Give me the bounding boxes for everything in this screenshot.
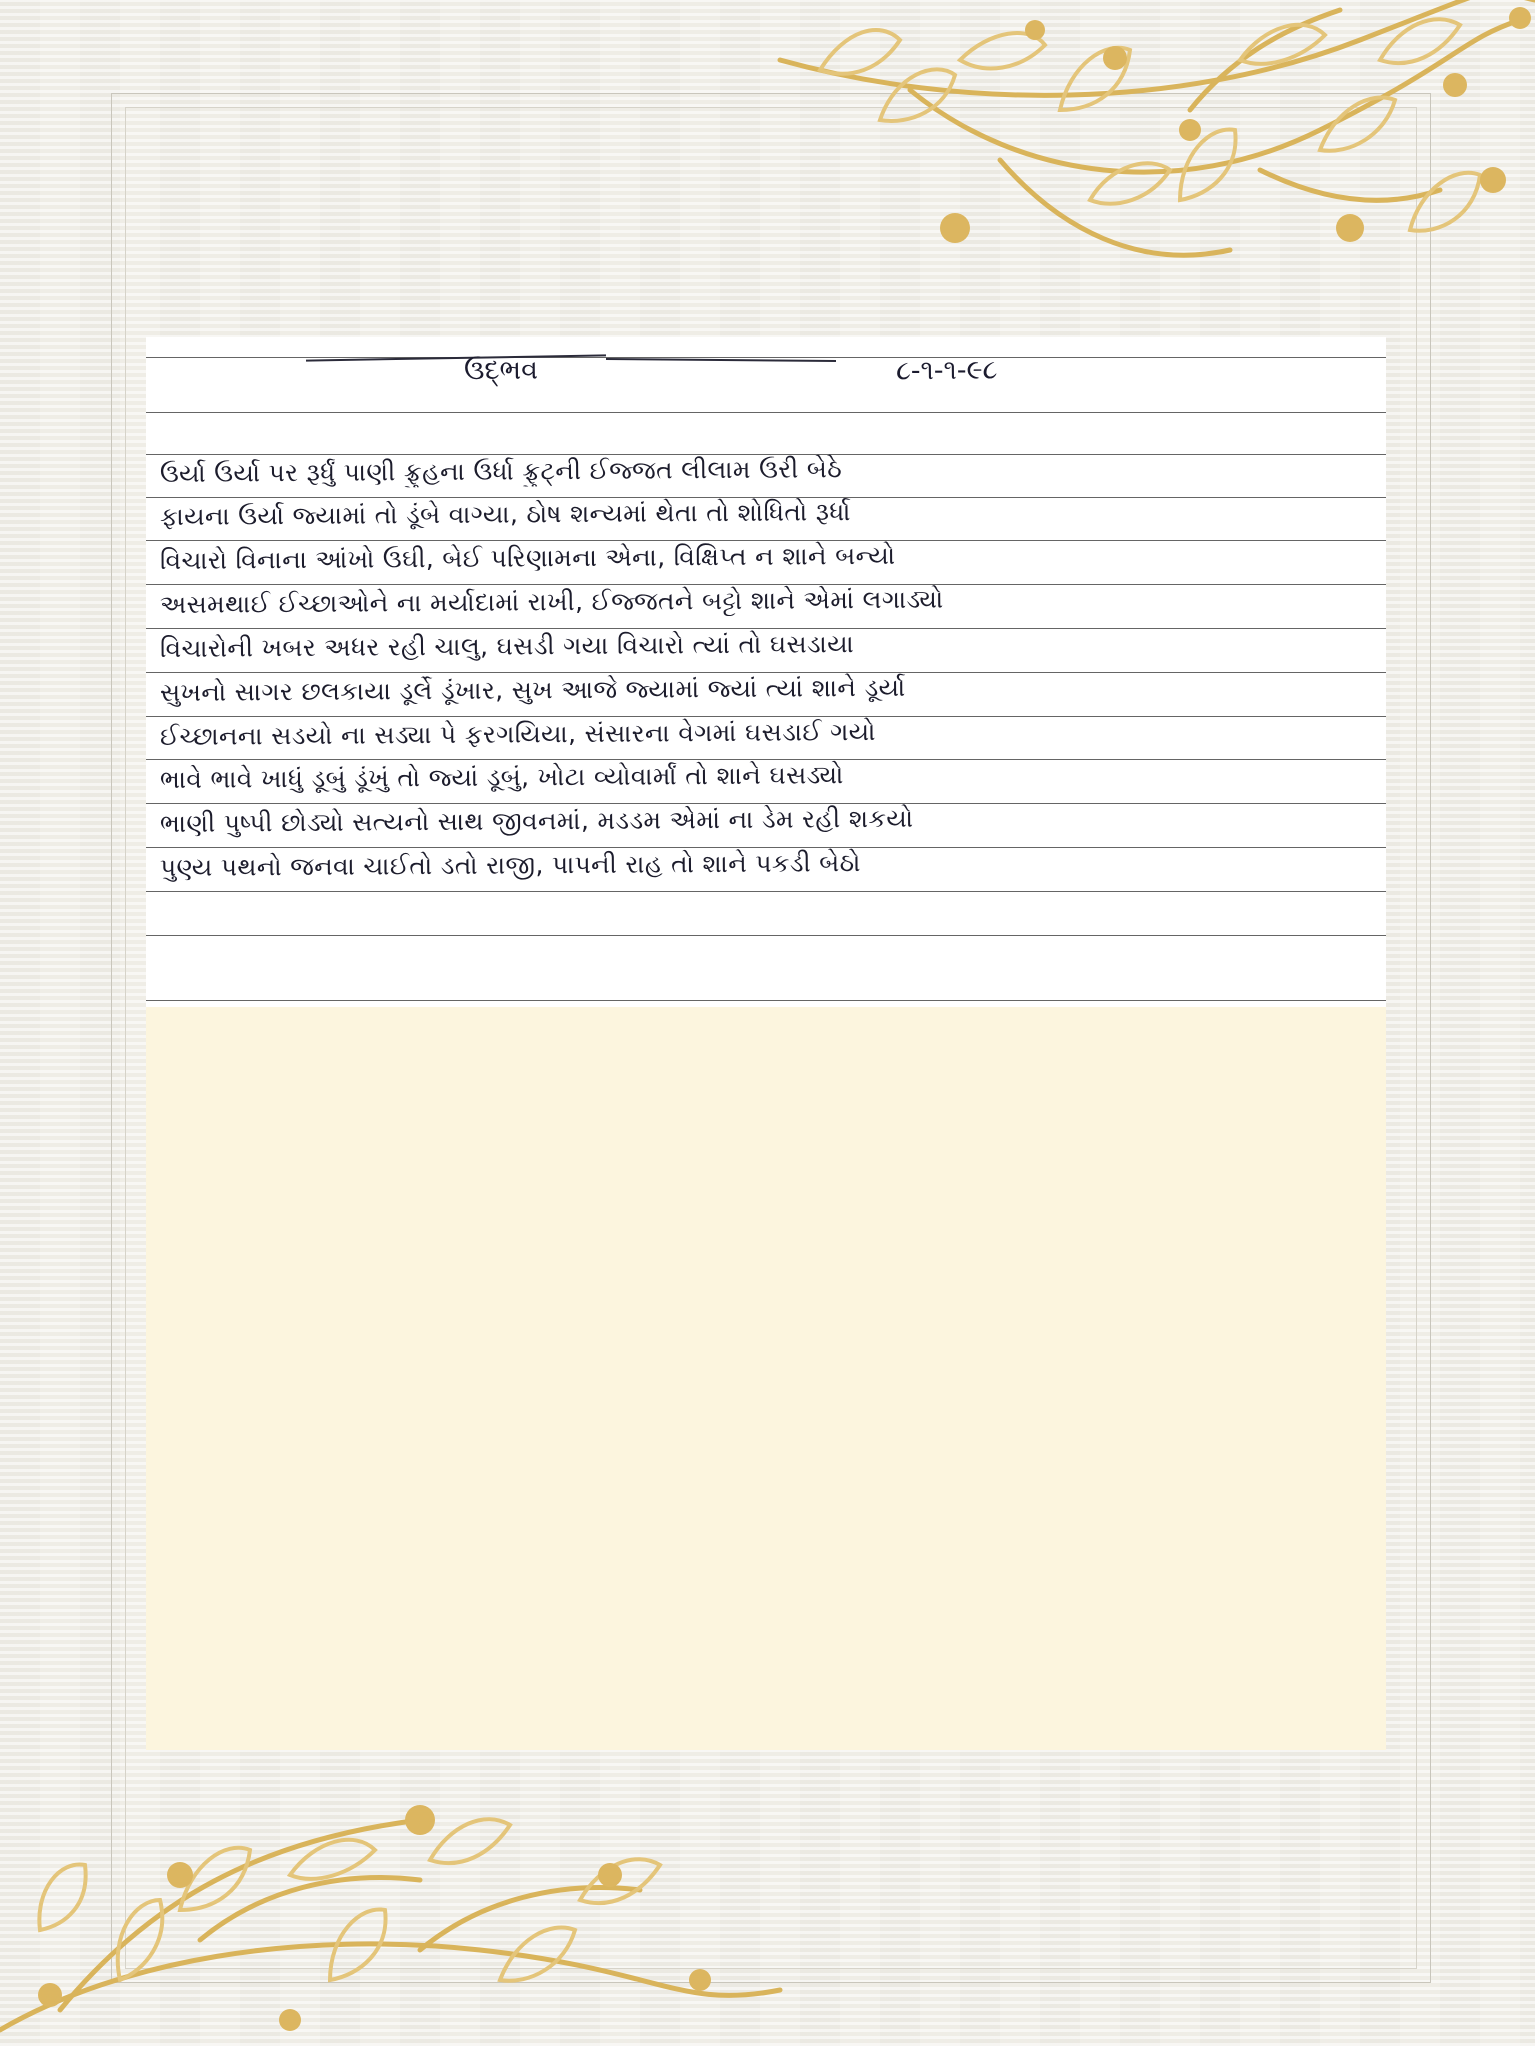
ruled-line [146,412,1386,413]
poem-line-3: વિચારો વિનાના આંખો ઉંઘી, બેઈ પરિણામના એના, વિક્ષિપ્ત ન શાને બન્યો [159,540,896,575]
header-title: ઉદ્ભવ [463,354,539,387]
ruled-line [146,357,1386,358]
poem-line-6: સુખનો સાગર છલકાયા ડૂર્લે ડૂંખાર, સુખ આજે જ્યામાં જ્યાં ત્યાં શાને ડૂર્યા [159,672,906,707]
poem-line-10: પુણ્ય પથનો જનવા ચાઈતો ડતો રાજી, પાપની રાહ તો શાને પકડી બેઠો [159,848,861,882]
poem-line-9: ભાણી પુષ્પી છોડ્યો સત્યનો સાથ જીવનમાં, મડડમ એમાં ના ડેમ રહી શકયો [159,803,914,838]
poem-line-7: ઈચ્છાનના સડયો ના સડ્યા પે ફરગયિયા, સંસારના વેગમાં ઘસડાઈ ગયો [159,717,876,751]
ruled-line [146,1000,1386,1001]
gold-floral-top-right [760,0,1535,300]
poem-line-8: ભાવે ભાવે ખાધું ડૂબું ડૂંખું તો જ્યાં ડૂબું, ખોટા વ્યોવાર્માં તો શાને ઘસડ્યો [159,760,844,794]
ruled-line [146,891,1386,892]
gold-floral-bottom-left [0,1780,780,2046]
poem-line-1: ઉર્યા ઉર્યા પર રૂર્ધું પાણી ફ્રુહના ઉર્ધા ફ્રુટ્ની ઈજ્જત લીલામ ઉરી બેઠે [159,454,843,489]
poem-line-5: વિચારોની ખબર અધર રહી ચાલુ, ઘસડી ગયા વિચારો ત્યાં તો ઘસડાયા [159,629,855,663]
header-date: ૮-૧-૧-૯૮ [895,354,998,387]
header-pen-stroke [306,354,606,361]
poem-line-4: અસમથાઈ ઈચ્છાઓને ના મર્યાદામાં રાખી, ઈજ્જતને બટ્ટો શાને એમાં લગાડ્યો [159,584,944,619]
ruled-line [146,935,1386,936]
handwritten-scan [146,337,1386,1007]
poem-line-2: ફાયના ઉર્યા જ્યામાં તો ડૂંબે વાગ્યા, ઠોષ શન્યમાં થેતા તો શોધિતો રૂર્ધા [159,497,851,531]
header-pen-stroke [606,358,836,362]
